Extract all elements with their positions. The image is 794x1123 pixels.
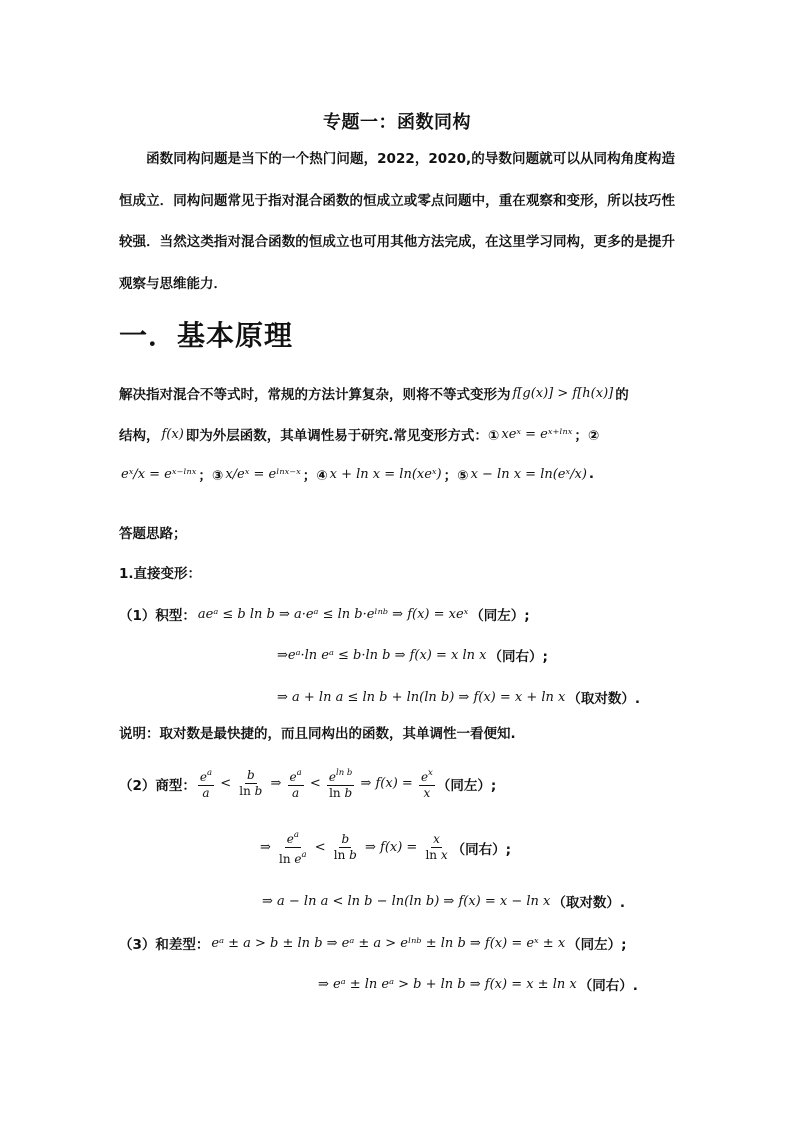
- principle-line-3: [119, 464, 594, 484]
- intro-text: 函数同构问题是当下的一个热门问题，2022，2020,的导数问题就可以从同构角度构造恒成立．同构问题常见于指对混合函数的恒成立或零点问题中，重在观察和变形，所以技巧性较强．当然这类指对混合函数的恒成立也可用其他方法完成，在这里学习同构，更多的是提升观察与思维能力．: [119, 151, 675, 292]
- product-type-formula-1: aeᵃ ≤ b ln b ⇒ a·eᵃ ≤ ln b·eˡⁿᵇ ⇒ f(x) = xeˣ: [197, 606, 469, 622]
- principle-text-1-end: 的: [615, 387, 629, 403]
- principle-line-1: [119, 383, 629, 403]
- formula-transform-2: eˣ/x = eˣ⁻ˡⁿˣ: [121, 466, 197, 482]
- page-title: 专题一：函数同构: [323, 112, 471, 133]
- intro-paragraph: [119, 139, 675, 305]
- product-type-note-1: （同左）;: [470, 608, 530, 624]
- product-type-note-3: （取对数）.: [567, 691, 641, 707]
- quotient-type-formula-3: ⇒ a − ln a < ln b − ln(ln b) ⇒ f(x) = x − ln x: [262, 893, 551, 909]
- note-line: 说明：取对数是最快捷的，而且同构出的函数，其单调性一看便知.: [119, 726, 516, 742]
- sum-diff-type-line-1: [119, 933, 627, 953]
- sum-diff-type-note-2: （同右）.: [578, 978, 638, 994]
- principle-text-2-end: ；②: [574, 428, 600, 444]
- quotient-type-note-1: （同左）;: [436, 777, 497, 794]
- sum-diff-type-label: （3）和差型：: [119, 937, 210, 953]
- quotient-type-formula-1: $\frac{e^a}{a}$ < $\frac{b}{\text{ln b}}$ ⇒ $\frac{e^a}{a}$ < $\frac{e^{ln b}}{\text{ln b}}$ ⇒ f(x) = $\frac{e^x}{x}$: [199, 768, 433, 800]
- product-type-line-1: [119, 604, 530, 624]
- quotient-type-line-1: [119, 766, 496, 801]
- formula-nested-inequality: f[g(x)] > f[h(x)]: [512, 385, 614, 401]
- principle-text-2: 结构，: [119, 428, 160, 444]
- quotient-type-formula-2: ⇒ $\frac{e^a}{\ln e^a}$ < $\frac{b}{\text{ln b}}$ ⇒ f(x) = $\frac{x}{\text{ln x}}$: [260, 830, 448, 866]
- sum-diff-type-formula-1: eᵃ ± a > b ± ln b ⇒ eᵃ ± a > eˡⁿᵇ ± ln b ⇒ f(x) = eˣ ± x: [211, 935, 566, 951]
- formula-transform-3: x/eˣ = eˡⁿˣ⁻ˣ: [225, 466, 301, 482]
- product-type-formula-2: ⇒eᵃ·ln eᵃ ≤ b·ln b ⇒ f(x) = x ln x: [277, 647, 487, 663]
- formula-transform-4: x + ln x = ln(xeˣ): [329, 466, 442, 482]
- product-type-line-2: [275, 645, 548, 665]
- separator-4: ；④: [302, 468, 328, 484]
- formula-transform-1: xeˣ = eˣ⁺ˡⁿˣ: [501, 426, 573, 442]
- quotient-type-note-3: （取对数）.: [552, 895, 626, 911]
- principle-text-3-end: .: [588, 466, 595, 482]
- separator-5: ；⑤: [443, 468, 469, 484]
- product-type-note-2: （同右）;: [488, 649, 548, 665]
- principle-line-2: [119, 424, 599, 444]
- quotient-type-note-2: （同右）;: [451, 841, 512, 858]
- product-type-line-3: [275, 687, 640, 707]
- quotient-type-label: （2）商型：: [119, 777, 196, 794]
- principle-text-1: 解决指对混合不等式时，常规的方法计算复杂，则将不等式变形为: [119, 387, 511, 403]
- sum-diff-type-line-2: [316, 974, 638, 994]
- item-direct-transform: 1.直接变形：: [119, 566, 202, 582]
- answer-heading: 答题思路；: [119, 526, 187, 542]
- formula-transform-5: x − ln x = ln(eˣ/x): [470, 466, 587, 482]
- formula-outer-function: f(x): [161, 426, 184, 442]
- product-type-label: （1）积型：: [119, 608, 196, 624]
- sum-diff-type-note-1: （同左）;: [567, 937, 627, 953]
- quotient-type-line-3: [260, 891, 625, 911]
- separator-3: ；③: [198, 468, 224, 484]
- quotient-type-line-2: [260, 828, 511, 867]
- product-type-formula-3: ⇒ a + ln a ≤ ln b + ln(ln b) ⇒ f(x) = x + ln x: [277, 689, 566, 705]
- sum-diff-type-formula-2: ⇒ eᵃ ± ln eᵃ > b + ln b ⇒ f(x) = x ± ln x: [318, 976, 577, 992]
- principle-text-2-mid: 即为外层函数，其单调性易于研究.常见变形方式：①: [185, 428, 500, 444]
- section-heading-basic-principle: 一．基本原理: [119, 319, 294, 352]
